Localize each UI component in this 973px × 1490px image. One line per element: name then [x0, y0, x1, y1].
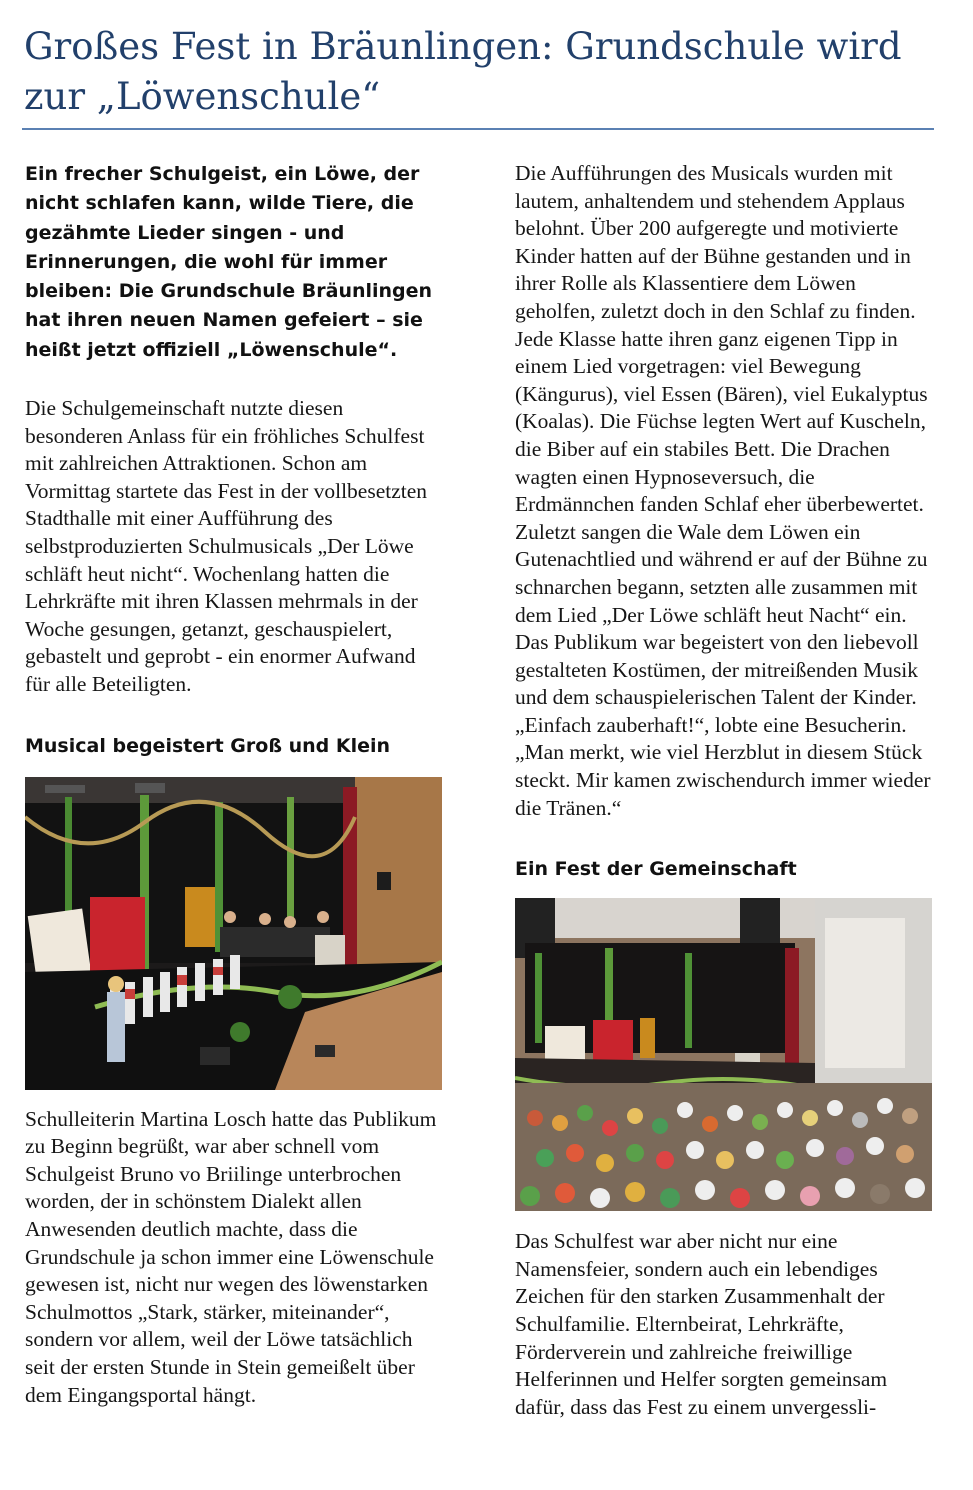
stage-performance-photo [25, 777, 442, 1090]
article-title: Großes Fest in Bräunlingen: Grundschule wird zur „Löwenschule“ [24, 25, 902, 118]
body-paragraph-4: Das Schulfest war aber nicht nur eine Namensfeier, sondern auch ein lebendiges Zeichen für den starken Zusammenhalt der Schulfamilie. Elternbeirat, Lehrkräfte, Förderverein und zahlreiche freiwillige Helferinnen und Helfer sorgten gemeinsam dafür, dass das Fest zu einem unvergessli- [515, 1229, 888, 1419]
title-divider [22, 128, 934, 130]
body-paragraph-2: Schulleiterin Martina Losch hatte das Publikum zu Beginn begrüßt, war aber schnell vom Schulgeist Bruno vo Briilinge unterbrochen worden, der in schönstem Dialekt allen Anwesenden deutlich machte, dass die Grundschule ja schon immer eine Löwenschule gewesen ist, nicht nur wegen des löwenstarken Schulmottos „Stark, stärker, miteinander“, sondern vor allem, weil der Löwe tatsächlich seit der ersten Stunde in Stein gemeißelt über dem Eingangsportal hängt. [25, 1106, 437, 1407]
left-column [25, 160, 443, 1409]
right-column [515, 160, 933, 1421]
audience-hall-photo [515, 898, 932, 1211]
body-paragraph-3: Die Aufführungen des Musicals wurden mit lautem, anhaltendem und stehendem Applaus belohnt. Über 200 aufgeregte und motivierte Kinder hatten auf der Bühne gestanden und in ihrer Rolle als Klassentiere dem Löwen geholfen, zuletzt doch in den Schlaf zu finden. Jede Klasse hatte ihren ganz eigenen Tipp in einem Lied vorgetragen: viel Bewegung (Kängurus), viel Essen (Bären), viel Eukalyptus (Koalas). Die Füchse legten Wert auf Kuscheln, die Biber auf ein stabiles Bett. Die Drachen wagten einen Hypnoseversuch, die Erdmännchen fanden Schlaf eher überbewertet. Zuletzt sangen die Wale dem Löwen ein Gutenachtlied und während er auf der Bühne zu schnarchen begann, setzten alle zusammen mit dem Lied „Der Löwe schläft heut Nacht“ ein. Das Publikum war begeistert von den liebevoll gestalteten Kostümen, der mitreißenden Musik und dem schauspielerischen Talent der Kinder. „Einfach zauberhaft!“, lobte eine Besucherin. „Man merkt, wie viel Herzblut in diesem Stück steckt. Mir kamen zwischendurch immer wieder die Tränen.“ [515, 161, 931, 820]
body-paragraph-1: Die Schulgemeinschaft nutzte diesen besonderen Anlass für ein fröhliches Schulfest mit zahlreichen Attraktionen. Schon am Vormittag startete das Fest in der vollbesetzten Stadthalle mit einer Aufführung des selbstproduzierten Schulmusicals „Der Löwe schläft heut nicht“. Wochenlang hatten die Lehrkräfte mit ihren Klassen mehrmals in der Woche gesungen, getanzt, geschauspielert, gebastelt und geprobt - ein enormer Aufwand für alle Beteiligten. [25, 396, 428, 697]
subheading-community: Ein Fest der Gemeinschaft [515, 858, 797, 881]
lead-paragraph: Ein frecher Schulgeist, ein Löwe, der nicht schlafen kann, wilde Tiere, die gezähmte Lieder singen - und Erinnerungen, die wohl für immer bleiben: Die Grundschule Bräunlingen hat ihren neuen Namen gefeiert – sie heißt jetzt offiziell „Löwenschule“. [25, 163, 433, 361]
subheading-musical: Musical begeistert Groß und Klein [25, 734, 391, 757]
